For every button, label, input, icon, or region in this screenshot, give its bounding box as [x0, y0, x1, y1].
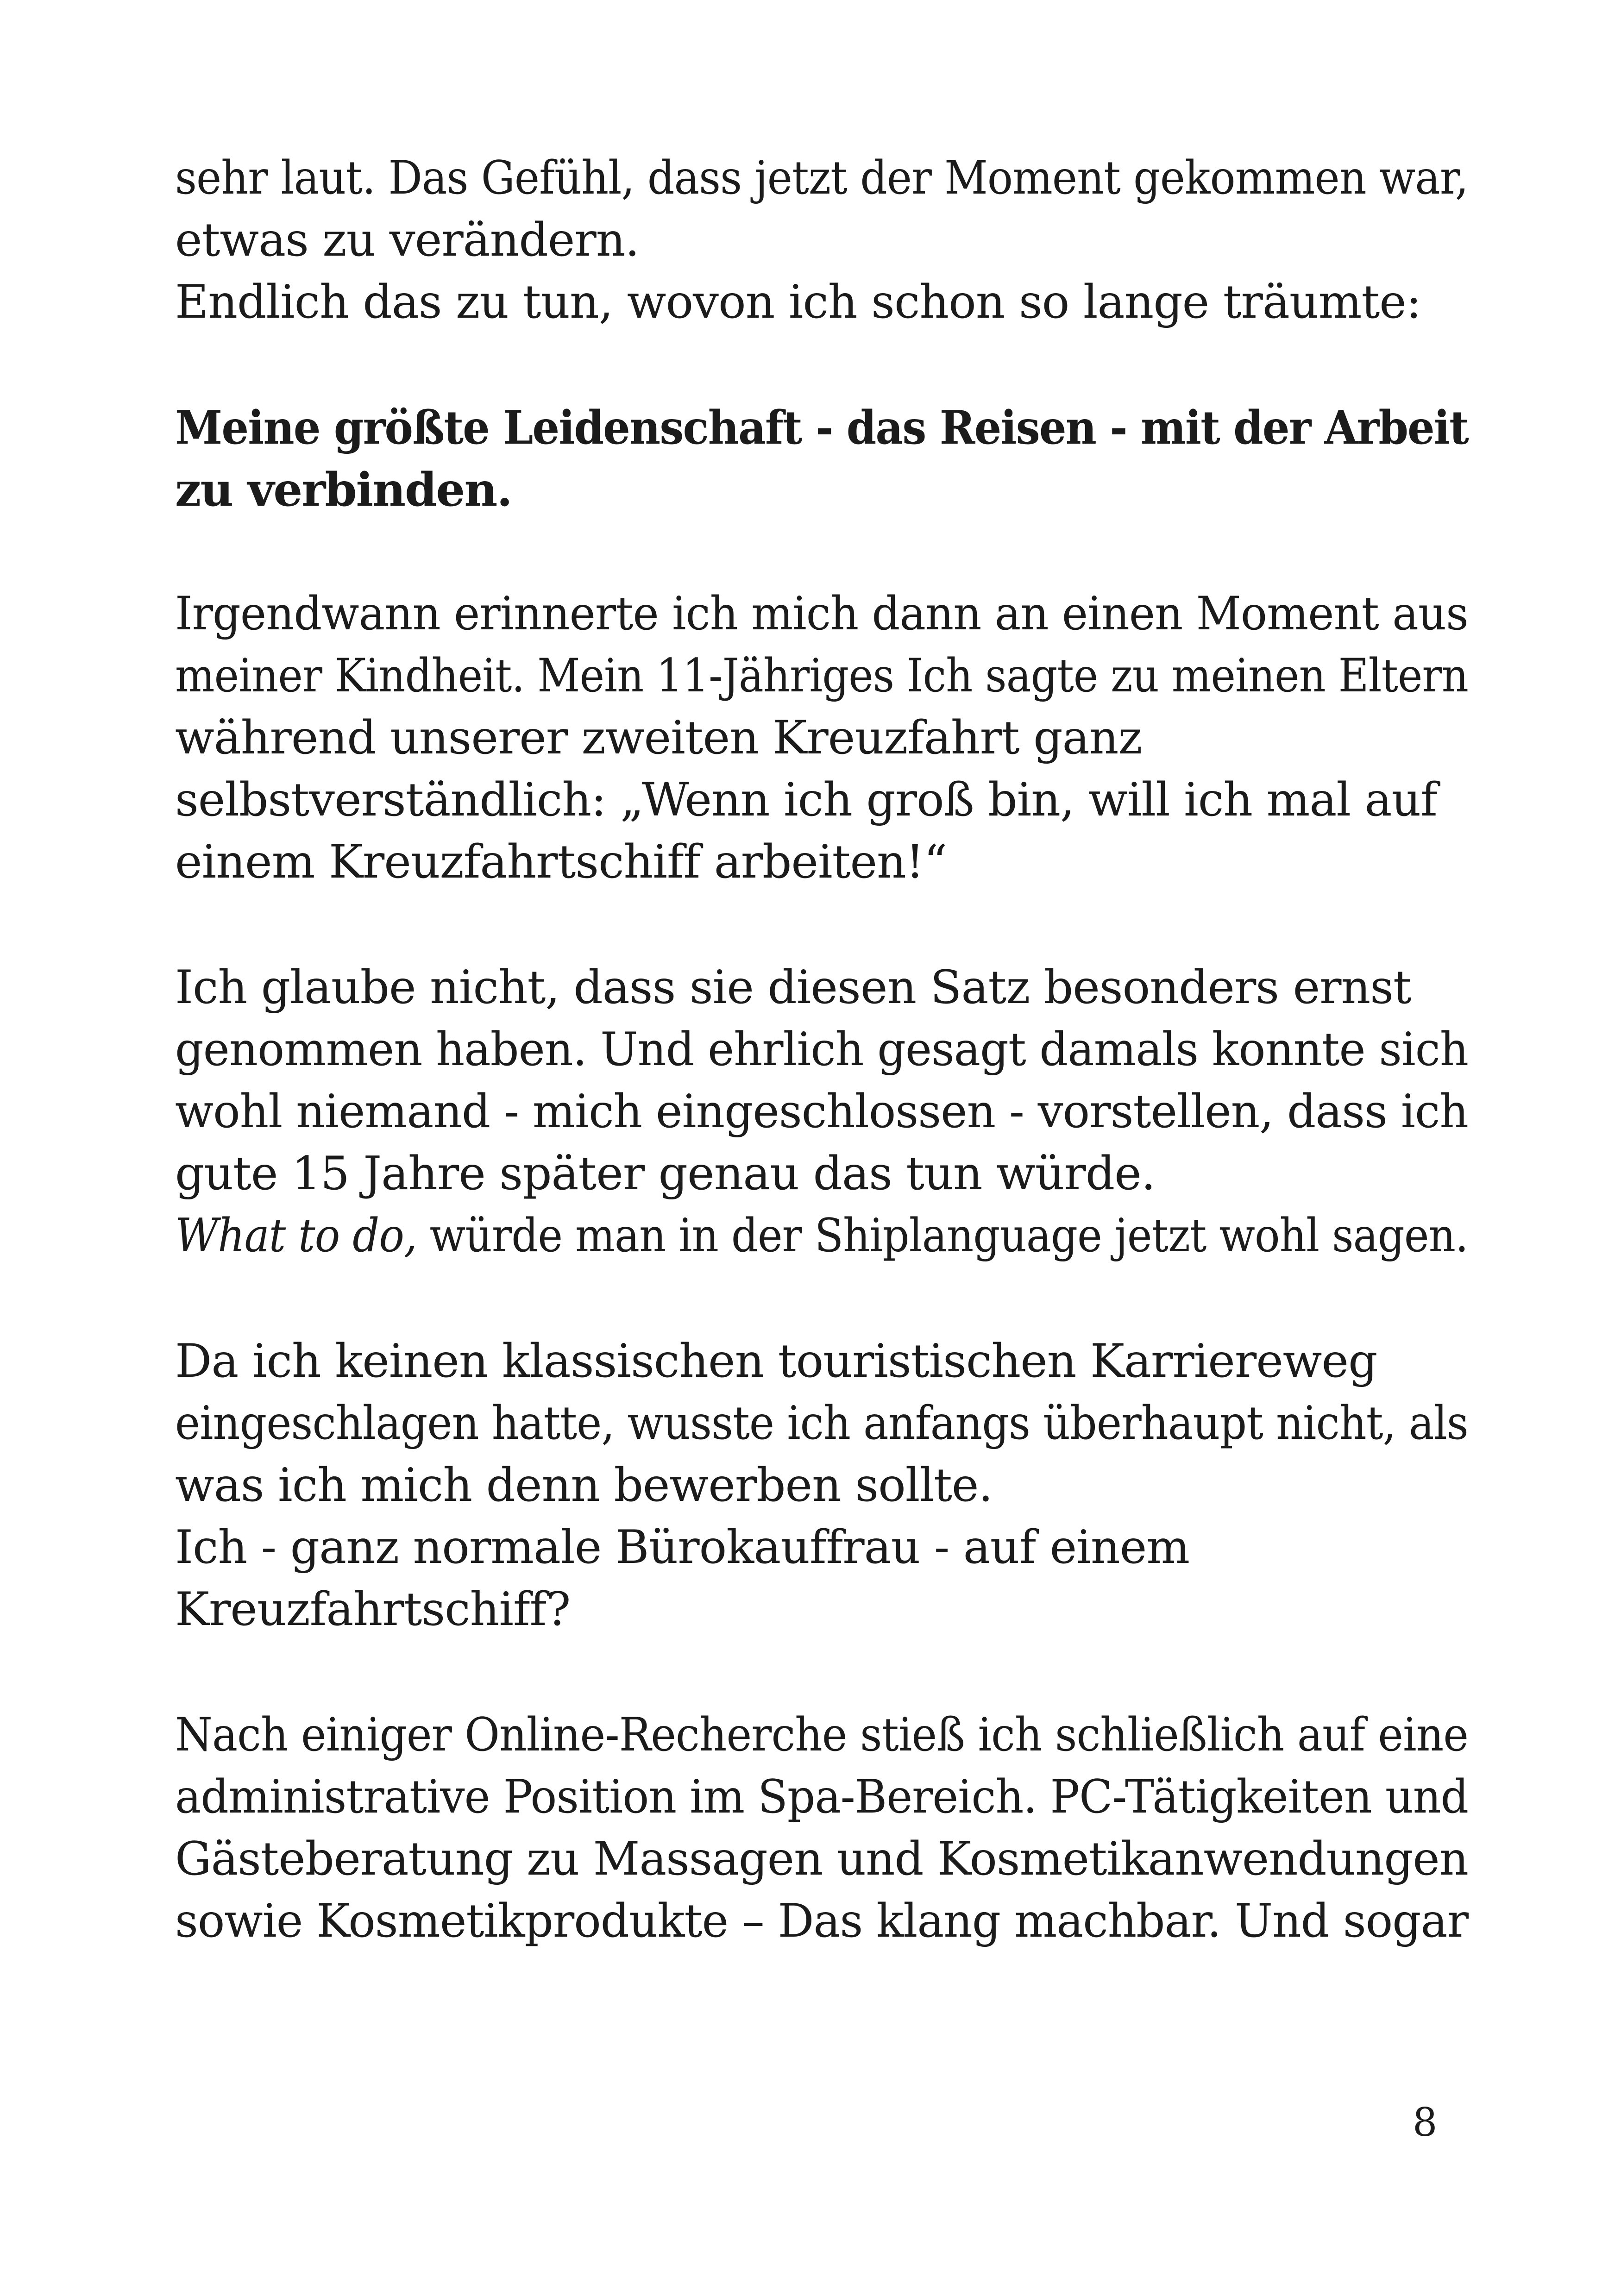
text-line: was ich mich denn bewerben sollte. — [175, 1459, 993, 1512]
text-line: Gästeberatung zu Massagen und Kosmetikanwendungen — [175, 1832, 1468, 1886]
text-line: Ich glaube nicht, dass sie diesen Satz besonders ernst — [175, 961, 1411, 1014]
text-line: Kreuzfahrtschiff? — [175, 1583, 571, 1636]
text-span: würde man in der Shiplanguage jetzt wohl sagen. — [416, 1209, 1468, 1262]
text-line: sowie Kosmetikprodukte – Das klang machbar. Und sogar — [175, 1895, 1468, 1948]
text-line: administrative Position im Spa-Bereich. PC-Tätigkeiten und — [175, 1770, 1469, 1824]
text-line — [175, 1205, 1468, 1267]
text-line: einem Kreuzfahrtschiff arbeiten!“ — [175, 835, 947, 889]
page-number: 8 — [1413, 2100, 1438, 2145]
text-line: eingeschlagen hatte, wusste ich anfangs überhaupt nicht, als — [175, 1397, 1468, 1450]
text-line: während unserer zweiten Kreuzfahrt ganz — [175, 711, 1142, 765]
text-line: sehr laut. Das Gefühl, dass jetzt der Moment gekommen war, — [175, 151, 1468, 205]
highlight-line: zu verbinden. — [175, 463, 512, 517]
text-line: genommen haben. Und ehrlich gesagt damals konnte sich — [175, 1023, 1468, 1076]
text-line: gute 15 Jahre später genau das tun würde. — [175, 1147, 1156, 1200]
text-line: Da ich keinen klassischen touristischen Karriereweg — [175, 1335, 1377, 1388]
text-line: Ich - ganz normale Bürokauffrau - auf einem — [175, 1521, 1190, 1574]
text-line: etwas zu verändern. — [175, 213, 639, 267]
italic-phrase: What to do, — [175, 1209, 417, 1262]
highlight-line: Meine größte Leidenschaft - das Reisen - mit der Arbeit — [175, 401, 1468, 455]
text-line: Endlich das zu tun, wovon ich schon so lange träumte: — [175, 276, 1421, 329]
text-line: Nach einiger Online-Recherche stieß ich schließlich auf eine — [175, 1708, 1469, 1762]
text-line: selbstverständlich: „Wenn ich groß bin, will ich mal auf — [175, 773, 1437, 827]
text-line: meiner Kindheit. Mein 11-Jähriges Ich sagte zu meinen Eltern — [175, 649, 1468, 703]
text-line: Irgendwann erinnerte ich mich dann an einen Moment aus — [175, 587, 1468, 640]
text-line: wohl niemand - mich eingeschlossen - vorstellen, dass ich — [175, 1085, 1468, 1138]
